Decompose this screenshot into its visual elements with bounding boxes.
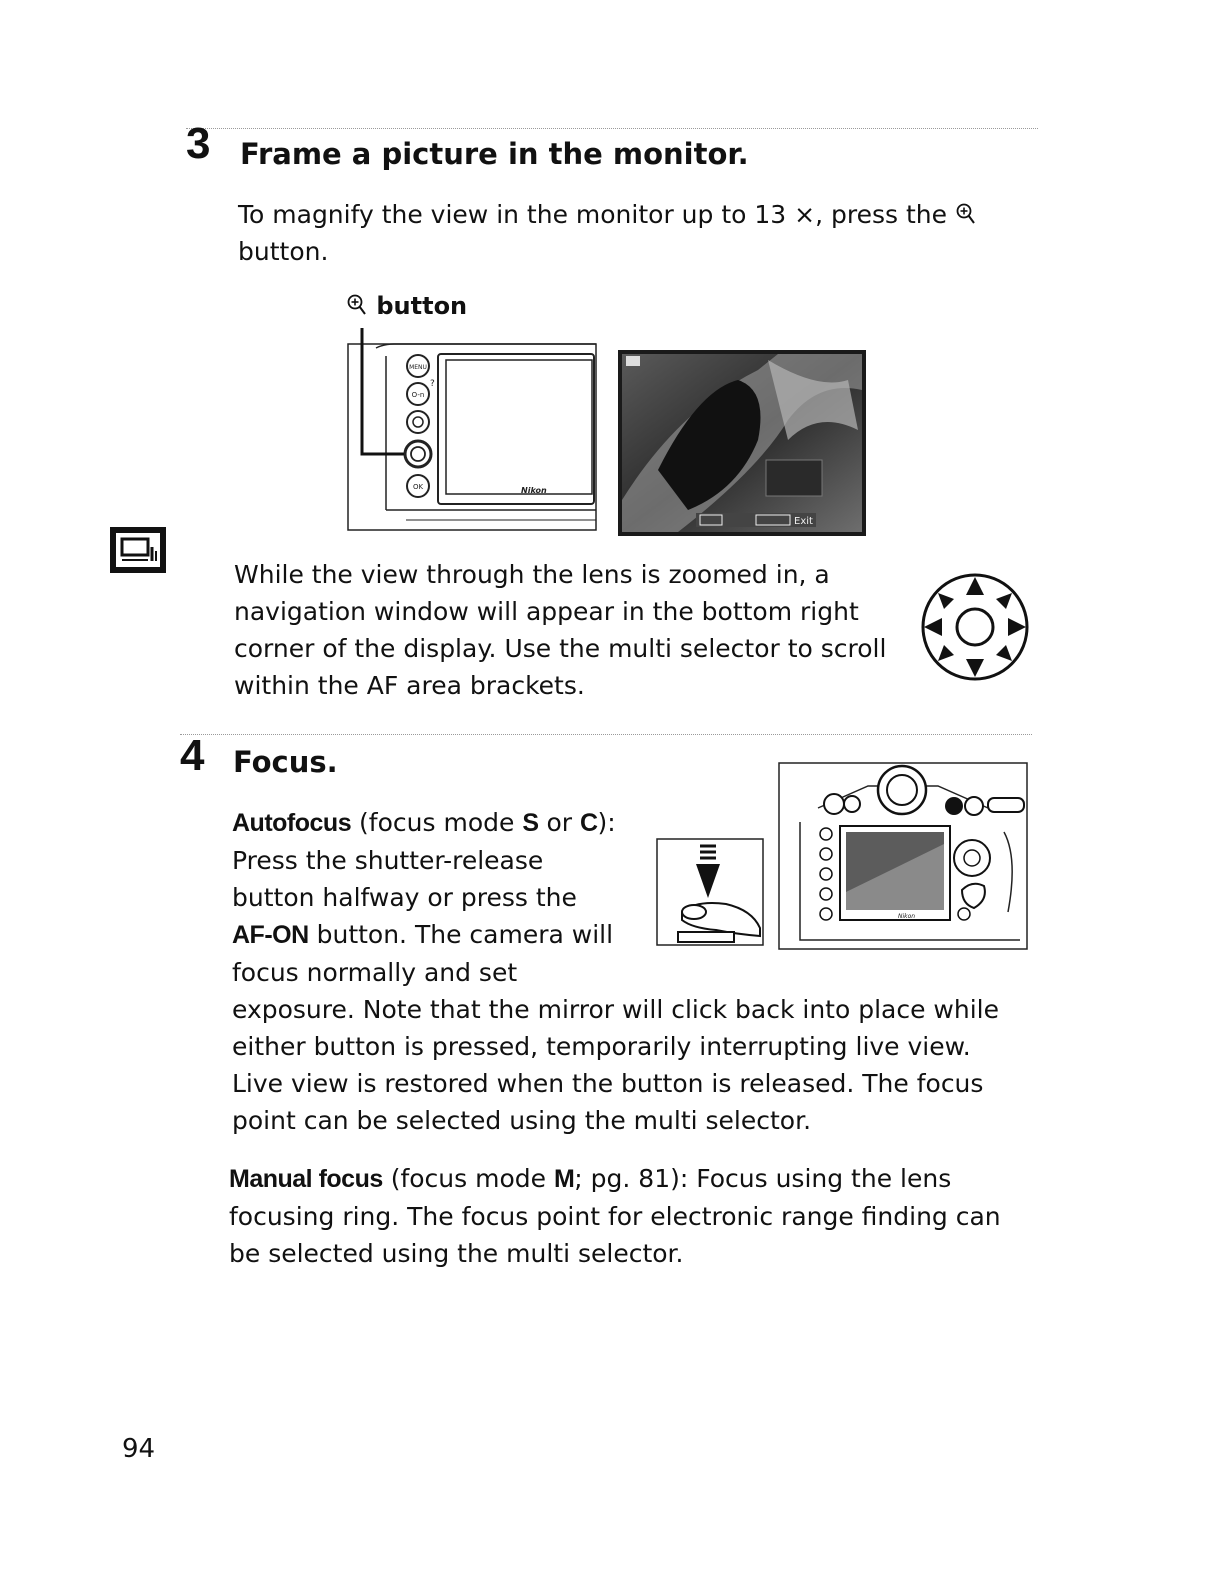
top-divider [186,128,1038,129]
zoom-button-caption-label: button [376,292,468,320]
multi-selector-icon [920,573,1030,681]
autofocus-line1-end: ): [597,808,616,837]
nav-line-2: navigation window will appear in the bottom right [234,597,859,626]
camera-af-on-illustration [778,762,1028,950]
manual-focus-paragraph [229,1160,1001,1272]
step-3-title: Frame a picture in the monitor. [240,137,749,171]
help-mark: ? [430,379,435,389]
nav-line-3: corner of the display. Use the multi selector to scroll [234,634,887,663]
nav-line-1: While the view through the lens is zoomed in, a [234,560,830,589]
autofocus-term: Autofocus [232,809,352,837]
autofocus-line6: exposure. Note that the mirror will click back into place while [232,995,999,1024]
manual-line2: focusing ring. The focus point for electronic range finding can [229,1202,1001,1231]
zoom-button-caption [346,292,467,320]
autofocus-or: or [538,808,580,837]
focus-mode-m: M [553,1165,575,1193]
step-3-intro [238,196,977,270]
nav-line-4: within the AF area brackets. [234,671,585,700]
menu-button-label: MENU [409,364,427,371]
autofocus-line4-text: button. The camera will [308,920,614,949]
autofocus-line3: button halfway or press the [232,883,577,912]
protect-button-label: O-n [411,391,425,399]
step-3-number: 3 [186,119,211,168]
zoom-in-icon [346,293,368,317]
step-4-number: 4 [180,731,205,780]
manual-line1-end: ; pg. 81): Focus using the lens [574,1164,952,1193]
autofocus-line7: either button is pressed, temporarily interrupting live view. [232,1032,971,1061]
monitor-exit-hint: Exit [794,516,813,527]
page-number: 94 [122,1434,156,1464]
autofocus-line1-text: (focus mode [351,808,523,837]
manual-focus-term: Manual focus [229,1165,383,1193]
autofocus-line2: Press the shutter-release [232,846,544,875]
af-on-label: AF-ON [232,921,309,949]
live-view-section-icon [110,527,166,573]
zoomed-monitor-photo [618,350,866,536]
mid-divider [180,734,1032,735]
step-3-navigation-text [234,556,886,704]
manual-line1-text: (focus mode [382,1164,554,1193]
step-4-title: Focus. [233,745,338,779]
autofocus-line5: focus normally and set [232,958,518,987]
step-3-intro-line1: To magnify the view in the monitor up to 13 ×, press the [238,200,947,229]
autofocus-line8: Live view is restored when the button is released. The focus [232,1069,984,1098]
camera-logo: Nikon [521,486,547,495]
camera-logo-2: Nikon [898,913,916,920]
manual-line3: be selected using the multi selector. [229,1239,684,1268]
shutter-half-press-icon [656,838,764,946]
focus-mode-c: C [579,809,598,837]
autofocus-line9: point can be selected using the multi selector. [232,1106,812,1135]
zoom-in-icon [955,202,977,226]
focus-mode-s: S [522,809,539,837]
ok-button-label: OK [412,483,424,491]
step-3-intro-line2: button. [238,237,329,266]
camera-back-illustration [346,326,598,534]
